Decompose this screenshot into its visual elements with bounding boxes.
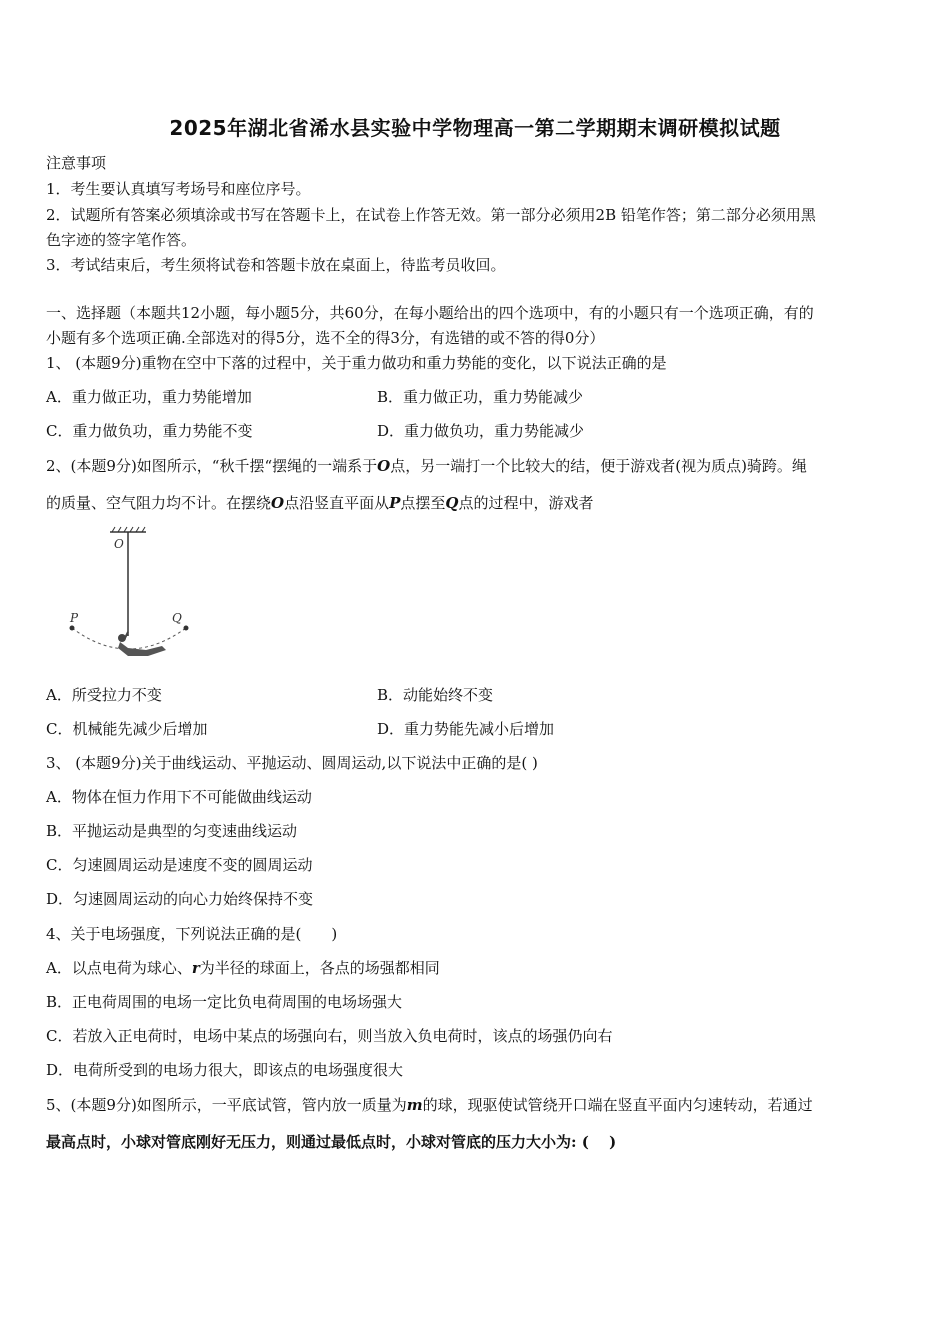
q4-option-c: C．若放入正电荷时，电场中某点的场强向右，则当放入负电荷时，该点的场强仍向右 xyxy=(46,1027,613,1045)
q3-option-d: D．匀速圆周运动的向心力始终保持不变 xyxy=(46,890,314,908)
q2-stem-line1 xyxy=(46,455,807,476)
player-figure-icon xyxy=(118,632,166,656)
q4-option-a-text: 为半径的球面上，各点的场强都相同 xyxy=(199,959,440,977)
q5-stem-text: 5、(本题9分)如图所示，一平底试管，管内放一质量为 xyxy=(46,1096,407,1114)
notice-item-1: 1．考生要认真填写考场号和座位序号。 xyxy=(46,180,311,198)
q2-stem-text: 点摆至 xyxy=(400,494,446,512)
q1-option-a: A．重力做正功，重力势能增加 xyxy=(46,388,252,406)
q2-option-b: B．动能始终不变 xyxy=(377,686,494,704)
q4-stem: 4、关于电场强度，下列说法正确的是( ) xyxy=(46,925,338,943)
q4-option-a xyxy=(46,957,440,978)
q4-option-d: D．电荷所受到的电场力很大，即该点的电场强度很大 xyxy=(46,1061,404,1079)
point-p-dot xyxy=(70,626,75,631)
q5-mass-m: m xyxy=(406,1096,423,1114)
q2-point-o: O xyxy=(377,457,391,475)
q1-option-b: B．重力做正功，重力势能减少 xyxy=(377,388,584,406)
section-intro-line1: 一、选择题（本题共12小题，每小题5分，共60分，在每小题给出的四个选项中，有的小题只有一个选项正确，有的 xyxy=(46,304,814,322)
notice-item-3: 3．考试结束后，考生须将试卷和答题卡放在桌面上，待监考员收回。 xyxy=(46,256,506,274)
q2-stem-text: 点沿竖直平面从 xyxy=(284,494,390,512)
exam-title: 2025年湖北省浠水县实验中学物理高一第二学期期末调研模拟试题 xyxy=(169,116,781,140)
ceiling-mount xyxy=(110,527,146,532)
q2-point-p: P xyxy=(389,494,401,512)
q5-stem-line2: 最高点时，小球对管底刚好无压力，则通过最低点时，小球对管底的压力大小为: ( ) xyxy=(46,1133,617,1151)
q2-option-a: A．所受拉力不变 xyxy=(46,686,162,704)
notice-item-2: 2．试题所有答案必须填涂或书写在答题卡上，在试卷上作答无效。第一部分必须用2B 铅笔作答；第二部分必须用黑 xyxy=(46,206,816,224)
figure-label-p: P xyxy=(70,611,79,625)
figure-label-o: O xyxy=(114,537,124,551)
notice-heading: 注意事项 xyxy=(46,154,107,172)
figure-label-q: Q xyxy=(172,611,182,625)
q5-stem-text: 的球，现驱使试管绕开口端在竖直平面内匀速转动，若通过 xyxy=(422,1096,813,1114)
q1-option-d: D．重力做负功，重力势能减少 xyxy=(377,422,585,440)
q5-stem-line1 xyxy=(46,1094,813,1115)
q2-point-q: Q xyxy=(445,494,459,512)
q3-stem: 3、 (本题9分)关于曲线运动、平抛运动、圆周运动,以下说法中正确的是( ) xyxy=(46,754,538,772)
q3-option-c: C．匀速圆周运动是速度不变的圆周运动 xyxy=(46,856,313,874)
swing-figure xyxy=(58,524,208,670)
notice-item-2-cont: 色字迹的签字笔作答。 xyxy=(46,231,197,249)
q2-stem-line2 xyxy=(46,492,594,513)
point-q-dot xyxy=(184,626,189,631)
section-intro-line2: 小题有多个选项正确.全部选对的得5分，选不全的得3分，有选错的或不答的得0分） xyxy=(46,329,605,347)
q4-radius-r: r xyxy=(191,959,200,977)
swing-arc xyxy=(72,628,186,649)
q2-stem-text: 点，另一端打一个比较大的结，便于游戏者(视为质点)骑跨。绳 xyxy=(390,457,807,475)
q3-option-a: A．物体在恒力作用下不可能做曲线运动 xyxy=(46,788,312,806)
q4-option-a-text: A．以点电荷为球心、 xyxy=(46,959,192,977)
q1-option-c: C．重力做负功，重力势能不变 xyxy=(46,422,253,440)
q2-point-o: O xyxy=(271,494,285,512)
q4-option-b: B．正电荷周围的电场一定比负电荷周围的电场场强大 xyxy=(46,993,403,1011)
q1-stem: 1、 (本题9分)重物在空中下落的过程中，关于重力做功和重力势能的变化，以下说法正确的是 xyxy=(46,354,667,372)
q2-stem-text: 的质量、空气阻力均不计。在摆绕 xyxy=(46,494,272,512)
q2-stem-text: 点的过程中，游戏者 xyxy=(458,494,594,512)
q2-option-d: D．重力势能先减小后增加 xyxy=(377,720,555,738)
q3-option-b: B．平抛运动是典型的匀变速曲线运动 xyxy=(46,822,298,840)
q2-option-c: C．机械能先减少后增加 xyxy=(46,720,208,738)
q2-stem-text: 2、(本题9分)如图所示，“秋千摆“摆绳的一端系于 xyxy=(46,457,378,475)
